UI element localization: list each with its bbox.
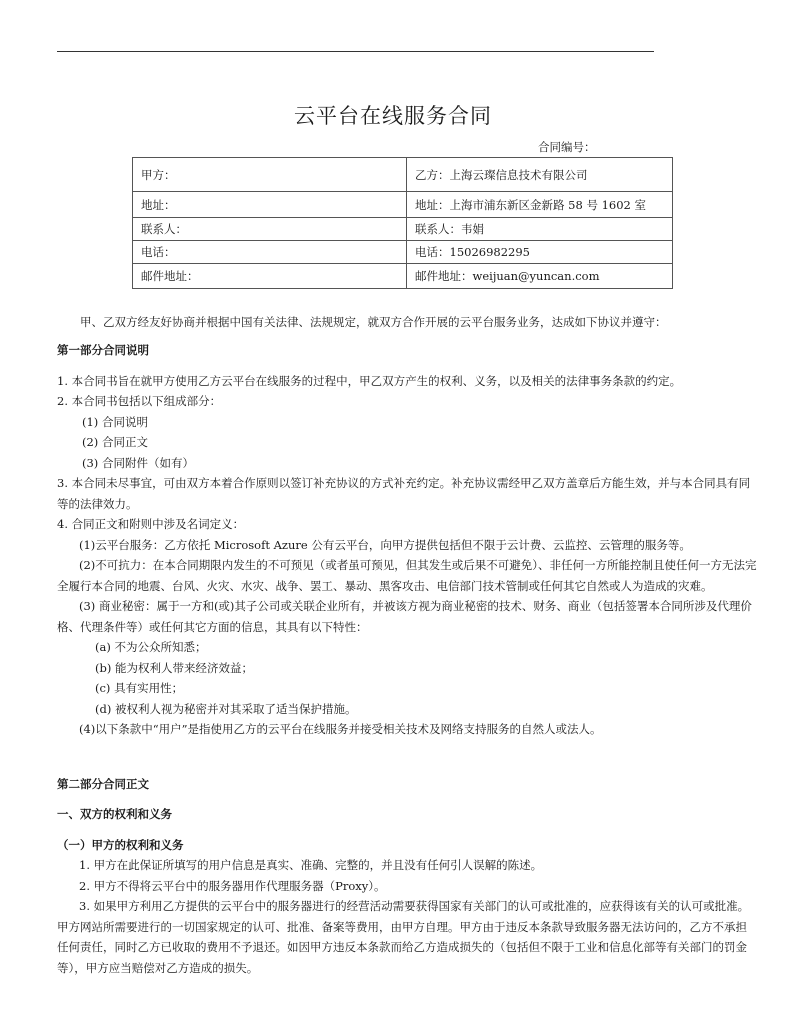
document-title: 云平台在线服务合同	[294, 104, 492, 128]
definition-2: (2)不可抗力：在本合同期限内发生的不可预见（或者虽可预见，但其发生或后果不可避免）、非任何一方所能控制且使任何一方无法完全履行本合同的地震、台风、火灾、水灾、战争、罢工、暴动、黑客攻击、电信部门技术管制或任何其它自然或人为造成的灾难。	[57, 558, 757, 593]
party-b-name: 乙方：上海云璨信息技术有限公司	[407, 158, 673, 192]
intro-paragraph: 甲、乙双方经友好协商并根据中国有关法律、法规规定，就双方合作开展的云平台服务业务，达成如下协议并遵守：	[80, 315, 667, 329]
party-row-name	[133, 158, 673, 192]
party-b-phone: 电话：15026982295	[407, 241, 673, 264]
contract-number-label: 合同编号：	[538, 140, 596, 154]
party-row-email	[133, 264, 673, 289]
party-a-email: 邮件地址：	[133, 264, 407, 289]
party-a-address: 地址：	[133, 192, 407, 218]
definition-3: (3) 商业秘密：属于一方和(或)其子公司或关联企业所有，并被该方视为商业秘密的技术、财务、商业（包括签署本合同所涉及代理价格、代理条件等）或任何其它方面的信息，其具有以下特性：	[57, 599, 752, 634]
definition-1: (1)云平台服务：乙方依托 Microsoft Azure 公有云平台，向甲方提供包括但不限于云计费、云监控、云管理的服务等。	[79, 537, 691, 552]
party-b-contact: 联系人：韦娟	[407, 218, 673, 241]
party-a-clause-2: 2. 甲方不得将云平台中的服务器用作代理服务器（Proxy）。	[79, 878, 386, 893]
definition-3-a: (a) 不为公众所知悉；	[95, 640, 207, 654]
party-row-address	[133, 192, 673, 218]
definition-3-c: (c) 具有实用性；	[95, 681, 184, 695]
party-a-name: 甲方：	[133, 158, 407, 192]
party-a-phone: 电话：	[133, 241, 407, 264]
clause-2-sub-1: (1) 合同说明	[82, 414, 148, 429]
part1-heading: 第一部分合同说明	[57, 343, 149, 357]
section-1-heading: 一、双方的权利和义务	[57, 807, 172, 821]
top-rule	[57, 51, 654, 52]
party-row-phone	[133, 241, 673, 264]
document-body	[57, 340, 757, 978]
clause-2-sub-2: (2) 合同正文	[82, 435, 148, 449]
party-a-clause-1: 1. 甲方在此保证所填写的用户信息是真实、准确、完整的，并且没有任何引人误解的陈述。	[79, 858, 543, 872]
definition-4: (4)以下条款中“用户”是指使用乙方的云平台在线服务并接受相关技术及网络支持服务的自然人或法人。	[79, 722, 602, 736]
parties-table	[132, 157, 673, 289]
clause-2: 2. 本合同书包括以下组成部分：	[57, 394, 222, 408]
clause-3: 3. 本合同未尽事宜，可由双方本着合作原则以签订补充协议的方式补充约定。补充协议需经甲乙双方盖章后方能生效，并与本合同具有同等的法律效力。	[57, 476, 751, 511]
party-b-address: 地址：上海市浦东新区金新路 58 号 1602 室	[407, 192, 673, 218]
party-b-email: 邮件地址：weijuan@yuncan.com	[407, 264, 673, 289]
party-a-clause-3: 3. 如果甲方利用乙方提供的云平台中的服务器进行的经营活动需要获得国家有关部门的认可或批准的，应获得该有关的认可或批准。甲方网站所需要进行的一切国家规定的认可、批准、备案等费用，由甲方自理。甲方由于违反本条款导致服务器无法访问的，乙方不承担任何责任，同时乙方已收取的费用不予退还。如因甲方违反本条款而给乙方造成损失的（包括但不限于工业和信息化部等有关部门的罚金等），甲方应当赔偿对乙方造成的损失。	[57, 899, 750, 975]
part2-heading: 第二部分合同正文	[57, 776, 149, 791]
definition-3-b: (b) 能为权利人带来经济效益；	[95, 660, 253, 675]
clause-4: 4. 合同正文和附则中涉及名词定义：	[57, 517, 245, 531]
subsection-1-heading: （一）甲方的权利和义务	[57, 837, 184, 852]
party-a-contact: 联系人：	[133, 218, 407, 241]
clause-1: 1. 本合同书旨在就甲方使用乙方云平台在线服务的过程中，甲乙双方产生的权利、义务，以及相关的法律事务条款的约定。	[57, 373, 682, 388]
clause-2-sub-3: (3) 合同附件（如有）	[82, 455, 194, 470]
party-row-contact	[133, 218, 673, 241]
definition-3-d: (d) 被权利人视为秘密并对其采取了适当保护措施。	[95, 701, 357, 716]
